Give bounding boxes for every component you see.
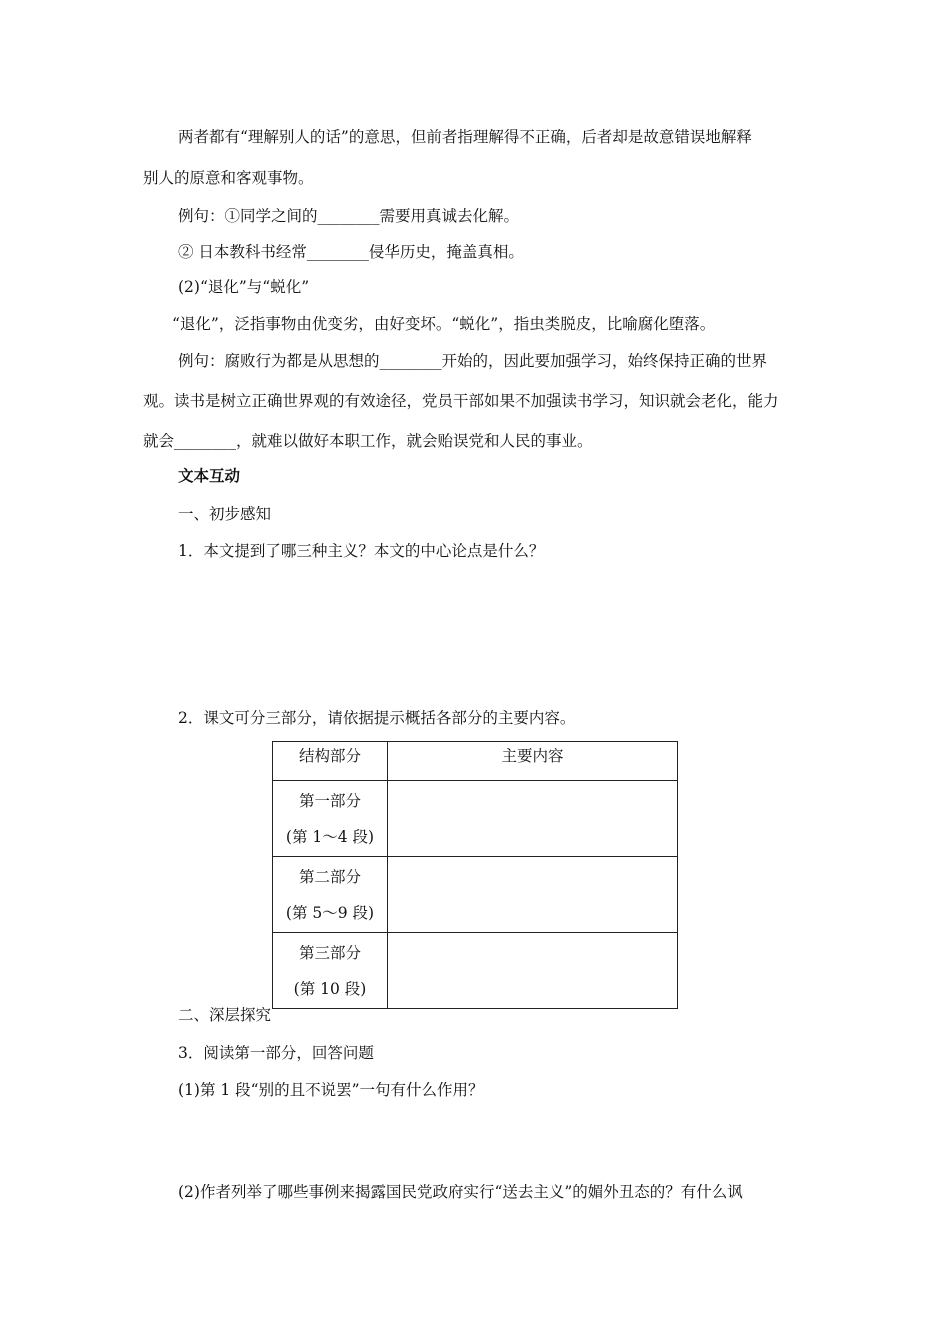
table-cell-content[interactable]	[388, 781, 678, 857]
section-heading: 文本互动	[178, 466, 241, 485]
table-cell-part	[273, 857, 388, 933]
table-cell-part	[273, 781, 388, 857]
part-label: 第二部分	[298, 868, 361, 886]
table-cell-content[interactable]	[388, 857, 678, 933]
part2-heading: 二、深层探究	[178, 1006, 272, 1024]
definition-line: “退化”，泛指事物由优变劣，由好变坏。“蜕化”，指虫类脱皮，比喻腐化堕落。	[172, 315, 716, 333]
table-header-content: 主要内容	[388, 742, 678, 781]
part-range: (第 1～4 段)	[285, 828, 375, 846]
question-3: 3．阅读第一部分，回答问题	[178, 1044, 374, 1062]
table-header-row	[273, 742, 678, 781]
paragraph-line: 两者都有“理解别人的话”的意思，但前者指理解得不正确，后者却是故意错误地解释	[178, 128, 752, 146]
item-title: (2)“退化”与“蜕化”	[178, 278, 310, 296]
question-3-2: (2)作者列举了哪些事例来揭露国民党政府实行“送去主义”的媚外丑态的？有什么讽	[178, 1183, 743, 1201]
example-sentence-2: ② 日本教科书经常________侵华历史，掩盖真相。	[178, 243, 524, 261]
table-cell-content[interactable]	[388, 933, 678, 1009]
paragraph-line: 观。读书是树立正确世界观的有效途径，党员干部如果不加强读书学习，知识就会老化，能力	[143, 392, 779, 410]
part1-heading: 一、初步感知	[178, 505, 272, 523]
question-3-1: (1)第 1 段“别的且不说罢”一句有什么作用？	[178, 1081, 484, 1099]
table-cell-part	[273, 933, 388, 1009]
part-range: (第 10 段)	[293, 980, 367, 998]
part-label: 第一部分	[298, 792, 361, 810]
paragraph-line: 别人的原意和客观事物。	[143, 169, 314, 187]
structure-table	[272, 741, 678, 1009]
table-row	[273, 933, 678, 1009]
example-sentence-3: 例句：腐败行为都是从思想的________开始的，因此要加强学习，始终保持正确的世界	[178, 352, 768, 370]
question-2: 2．课文可分三部分，请依据提示概括各部分的主要内容。	[178, 709, 576, 727]
part-label: 第三部分	[298, 944, 361, 962]
table-row	[273, 781, 678, 857]
question-1: 1．本文提到了哪三种主义？本文的中心论点是什么？	[178, 542, 545, 560]
paragraph-line: 就会________，就难以做好本职工作，就会贻误党和人民的事业。	[143, 432, 593, 450]
table-header-structure: 结构部分	[273, 742, 388, 781]
table-row	[273, 857, 678, 933]
example-sentence-1: 例句：①同学之间的________需要用真诚去化解。	[178, 207, 520, 225]
part-range: (第 5～9 段)	[285, 904, 375, 922]
